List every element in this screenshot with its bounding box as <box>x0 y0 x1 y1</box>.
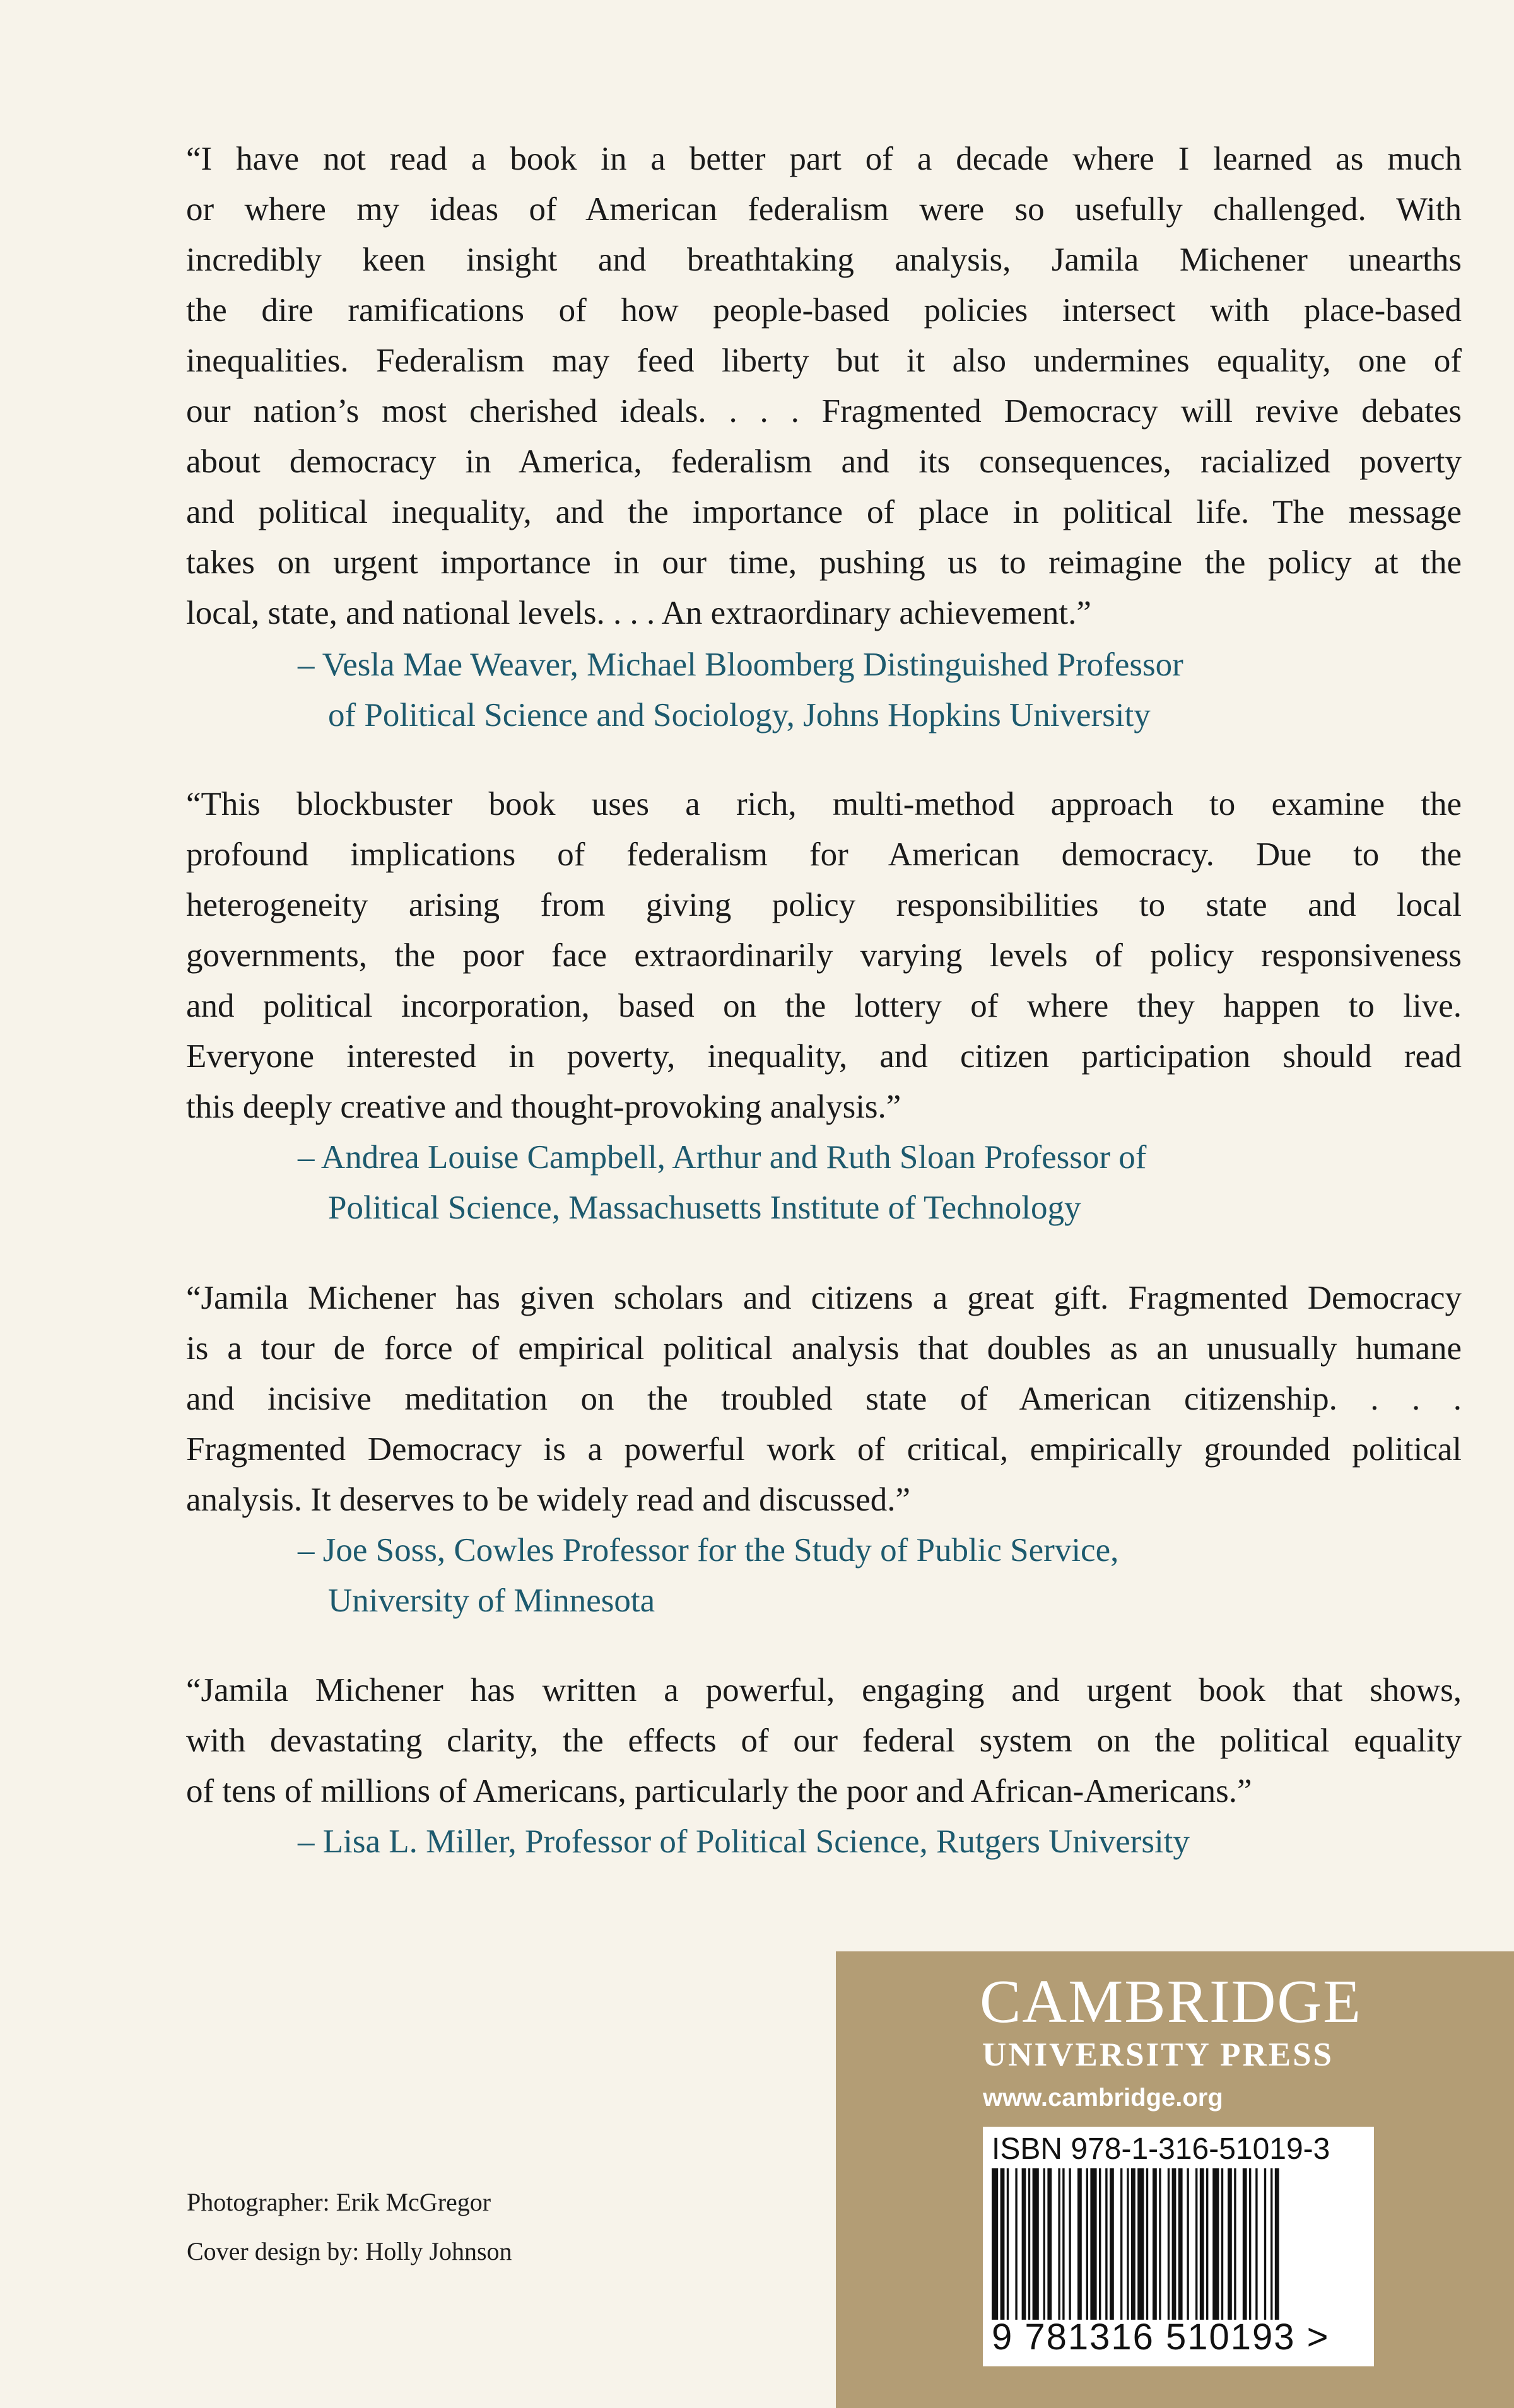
quote-line: with devastating clarity, the effects of our federal system on the political equality <box>186 1722 1462 1759</box>
barcode-bar <box>1043 2168 1045 2320</box>
attribution-line: – Vesla Mae Weaver, Michael Bloomberg Distinguished Professor <box>298 646 1183 683</box>
barcode-bar <box>1062 2168 1064 2320</box>
barcode-bar <box>1110 2168 1114 2320</box>
barcode-bar <box>1058 2168 1060 2320</box>
quote-line: “This blockbuster book uses a rich, multi-method approach to examine the <box>186 786 1462 822</box>
barcode-bar <box>992 2168 998 2320</box>
quote-line: or where my ideas of American federalism were so usefully challenged. With <box>186 191 1462 228</box>
review-attribution-4 <box>298 1816 1190 1867</box>
review-attribution-2 <box>298 1132 1146 1233</box>
barcode-bar <box>1249 2168 1251 2320</box>
barcode-bar <box>1022 2168 1026 2320</box>
barcode-bar <box>1159 2168 1161 2320</box>
barcode-bar <box>1228 2168 1232 2320</box>
publisher-url: www.cambridge.org <box>983 2084 1223 2112</box>
quote-line: “Jamila Michener has written a powerful, engaging and urgent book that shows, <box>186 1672 1462 1709</box>
barcode-bar <box>1069 2168 1071 2320</box>
review-quote-3 <box>186 1273 1462 1525</box>
barcode-bar <box>1195 2168 1197 2320</box>
barcode-bar <box>1015 2168 1017 2320</box>
barcode-bar <box>1221 2168 1223 2320</box>
barcode-bar <box>1234 2168 1236 2320</box>
quote-line: this deeply creative and thought-provoking analysis.” <box>186 1089 901 1125</box>
quote-line: Everyone interested in poverty, inequality, and citizen participation should read <box>186 1038 1462 1075</box>
attribution-line: – Lisa L. Miller, Professor of Political Science, Rutgers University <box>298 1823 1190 1860</box>
barcode-bar <box>1243 2168 1247 2320</box>
barcode-bar <box>1212 2168 1219 2320</box>
cover-design-credit: Cover design by: Holly Johnson <box>187 2237 512 2265</box>
quote-line: profound implications of federalism for American democracy. Due to the <box>186 836 1462 873</box>
quote-line: inequalities. Federalism may feed liberty but it also undermines equality, one of <box>186 342 1462 379</box>
barcode-bars <box>992 2168 1364 2320</box>
attribution-line: – Andrea Louise Campbell, Arthur and Ruth Sloan Professor of <box>298 1139 1147 1176</box>
barcode-bar <box>1206 2168 1208 2320</box>
barcode-bar <box>1137 2168 1144 2320</box>
barcode-bar <box>1047 2168 1052 2320</box>
publisher-logo: CAMBRIDGE <box>980 1968 1363 2036</box>
publisher-subtitle: UNIVERSITY PRESS <box>982 2037 1334 2073</box>
barcode-bar <box>1007 2168 1009 2320</box>
quote-line: our nation’s most cherished ideals. . . . Fragmented Democracy will revive debates <box>186 393 1462 430</box>
barcode-bar <box>1105 2168 1107 2320</box>
barcode-bar <box>1187 2168 1188 2320</box>
barcode-bar <box>1120 2168 1122 2320</box>
barcode-bar <box>1153 2168 1157 2320</box>
quote-line: Fragmented Democracy is a powerful work of critical, empirically grounded political <box>186 1431 1462 1468</box>
barcode-bar <box>1028 2168 1030 2320</box>
quote-line: the dire ramifications of how people-based policies intersect with place-based <box>186 292 1462 329</box>
barcode-bar <box>1168 2168 1170 2320</box>
review-quote-4 <box>186 1665 1462 1816</box>
barcode-bar <box>1264 2168 1266 2320</box>
quote-line: governments, the poor face extraordinarily varying levels of policy responsiveness <box>186 937 1462 974</box>
quote-line: local, state, and national levels. . . . An extraordinary achievement.” <box>186 595 1091 631</box>
quote-line: and political incorporation, based on the lottery of where they happen to live. <box>186 988 1462 1024</box>
review-quote-2 <box>186 779 1462 1132</box>
review-quote-1 <box>186 134 1462 638</box>
barcode-digits: 9 781316 510193 > <box>992 2317 1330 2358</box>
barcode-bar <box>1099 2168 1101 2320</box>
quote-line: “I have not read a book in a better part of a decade where I learned as much <box>186 141 1462 177</box>
quote-line: heterogeneity arising from giving policy responsibilities to state and local <box>186 887 1462 923</box>
barcode-bar <box>1077 2168 1082 2320</box>
barcode-bar <box>1255 2168 1257 2320</box>
attribution-line: of Political Science and Sociology, Johns Hopkins University <box>328 697 1151 734</box>
isbn-barcode <box>983 2127 1374 2366</box>
isbn-label: ISBN 978-1-316-51019-3 <box>992 2132 1330 2166</box>
barcode-bar <box>1200 2168 1204 2320</box>
quote-line: “Jamila Michener has given scholars and citizens a great gift. Fragmented Democracy <box>186 1280 1462 1316</box>
photographer-credit: Photographer: Erik McGregor <box>187 2188 491 2216</box>
quote-line: is a tour de force of empirical political analysis that doubles as an unusually humane <box>186 1330 1462 1367</box>
barcode-bar <box>1033 2168 1039 2320</box>
barcode-bar <box>1131 2168 1136 2320</box>
barcode-bar <box>1127 2168 1129 2320</box>
barcode-bar <box>1146 2168 1148 2320</box>
barcode-bar <box>1270 2168 1272 2320</box>
quote-line: analysis. It deserves to be widely read and discussed.” <box>186 1482 910 1518</box>
publisher-panel <box>836 1951 1514 2408</box>
barcode-bar <box>1086 2168 1088 2320</box>
attribution-line: University of Minnesota <box>328 1582 655 1619</box>
quote-line: takes on urgent importance in our time, pushing us to reimagine the policy at the <box>186 544 1462 581</box>
barcode-bar <box>1090 2168 1096 2320</box>
attribution-line: Political Science, Massachusetts Institute of Technology <box>328 1189 1081 1226</box>
barcode-bar <box>1001 2168 1005 2320</box>
review-attribution-3 <box>298 1525 1118 1626</box>
quote-line: about democracy in America, federalism and its consequences, racialized poverty <box>186 443 1462 480</box>
quote-line: of tens of millions of Americans, particularly the poor and African-Americans.” <box>186 1773 1252 1809</box>
quote-line: incredibly keen insight and breathtaking analysis, Jamila Michener unearths <box>186 242 1462 278</box>
review-attribution-1 <box>298 640 1183 740</box>
barcode-bar <box>1275 2168 1279 2320</box>
attribution-line: – Joe Soss, Cowles Professor for the Study of Public Service, <box>298 1532 1119 1569</box>
quote-line: and incisive meditation on the troubled state of American citizenship. . . . <box>186 1381 1462 1417</box>
barcode-bar <box>1172 2168 1177 2320</box>
quote-line: and political inequality, and the importance of place in political life. The message <box>186 494 1462 530</box>
barcode-bar <box>1178 2168 1183 2320</box>
